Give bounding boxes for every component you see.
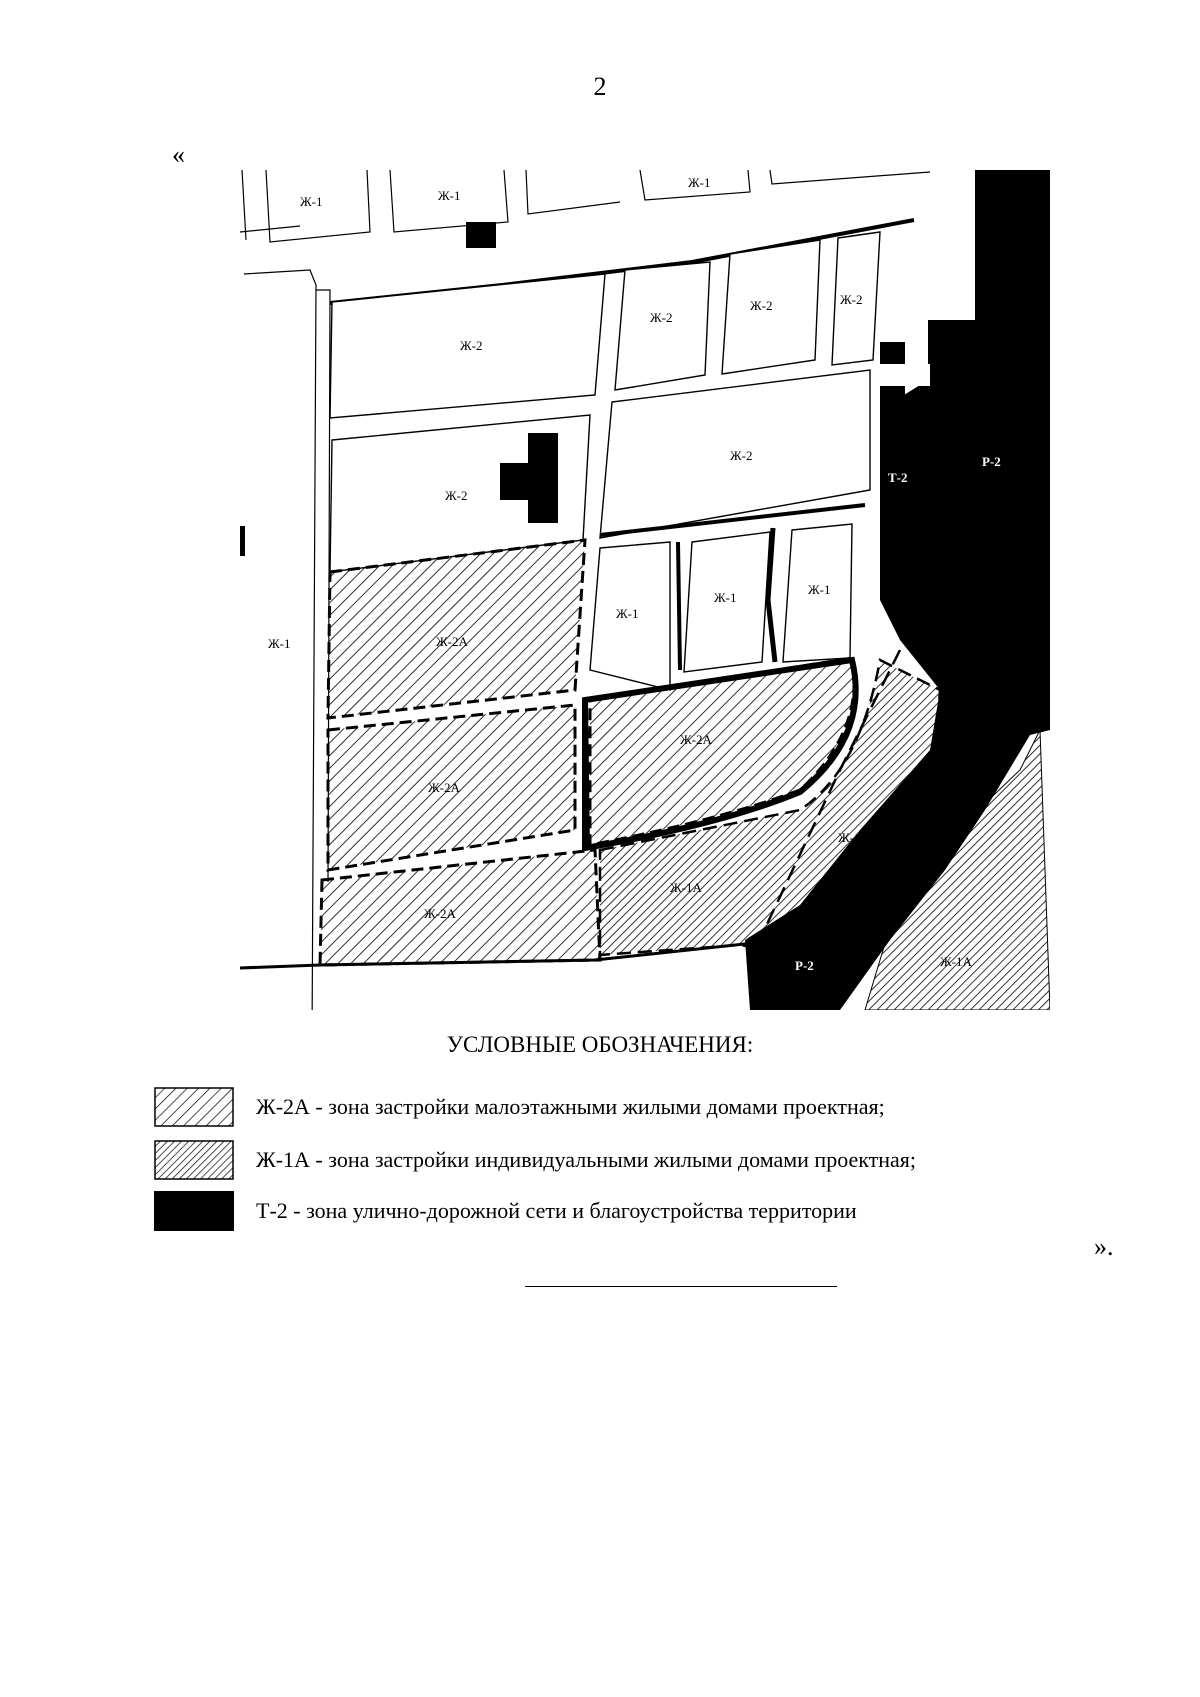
legend-label: Т-2 - зона улично-дорожной сети и благоустройства территории <box>256 1198 857 1223</box>
separator-line <box>525 1286 837 1287</box>
page-number: 2 <box>593 72 607 101</box>
top-parcels <box>240 170 930 242</box>
label-zh1-top-3: Ж-1 <box>688 175 711 190</box>
label-zh1-top-1: Ж-1 <box>300 194 323 209</box>
label-zh1-mid-2: Ж-1 <box>714 590 737 605</box>
label-r2-2: Р-2 <box>795 958 814 973</box>
label-zh1-mid-1: Ж-1 <box>616 606 639 621</box>
open-quote: « <box>172 140 185 169</box>
label-zh1-top-2: Ж-1 <box>438 188 461 203</box>
zh2-parcels <box>330 232 880 572</box>
label-zh1a-2: Ж-1А <box>838 830 870 845</box>
label-zh1a-1: Ж-1А <box>670 880 702 895</box>
label-zh1-left: Ж-1 <box>268 636 291 651</box>
label-zh2a-4: Ж-2А <box>680 732 712 747</box>
legend-item-zh1a <box>154 1139 916 1181</box>
legend-item-zh2a <box>154 1086 885 1128</box>
dense-hatch-swatch <box>154 1140 234 1180</box>
legend-label: Ж-1А - зона застройки индивидуальными жилыми домами проектная; <box>256 1147 917 1172</box>
legend-label: Ж-2А - зона застройки малоэтажными жилыми домами проектная; <box>256 1094 885 1119</box>
solid-black-swatch <box>154 1191 234 1231</box>
legend-title: УСЛОВНЫЕ ОБОЗНАЧЕНИЯ: <box>446 1032 754 1057</box>
label-zh2-b: Ж-2 <box>650 310 673 325</box>
label-zh2-d: Ж-2 <box>840 292 863 307</box>
small-black-block <box>466 222 496 248</box>
sparse-hatch-swatch <box>154 1087 234 1127</box>
label-r2-1: Р-2 <box>982 454 1001 469</box>
legend-item-t2 <box>154 1190 857 1232</box>
label-zh2a-2: Ж-2А <box>428 780 460 795</box>
label-zh2-e: Ж-2 <box>445 488 468 503</box>
label-zh1a-3: Ж-1А <box>940 954 972 969</box>
label-zh1-mid-3: Ж-1 <box>808 582 831 597</box>
label-zh2-f: Ж-2 <box>730 448 753 463</box>
label-zh2a-3: Ж-2А <box>424 906 456 921</box>
label-t2: Т-2 <box>888 470 908 485</box>
close-quote: ». <box>1094 1232 1114 1261</box>
label-zh2-c: Ж-2 <box>750 298 773 313</box>
zoning-map <box>240 170 1050 1010</box>
label-zh2-a: Ж-2 <box>460 338 483 353</box>
label-zh2a-1: Ж-2А <box>436 634 468 649</box>
